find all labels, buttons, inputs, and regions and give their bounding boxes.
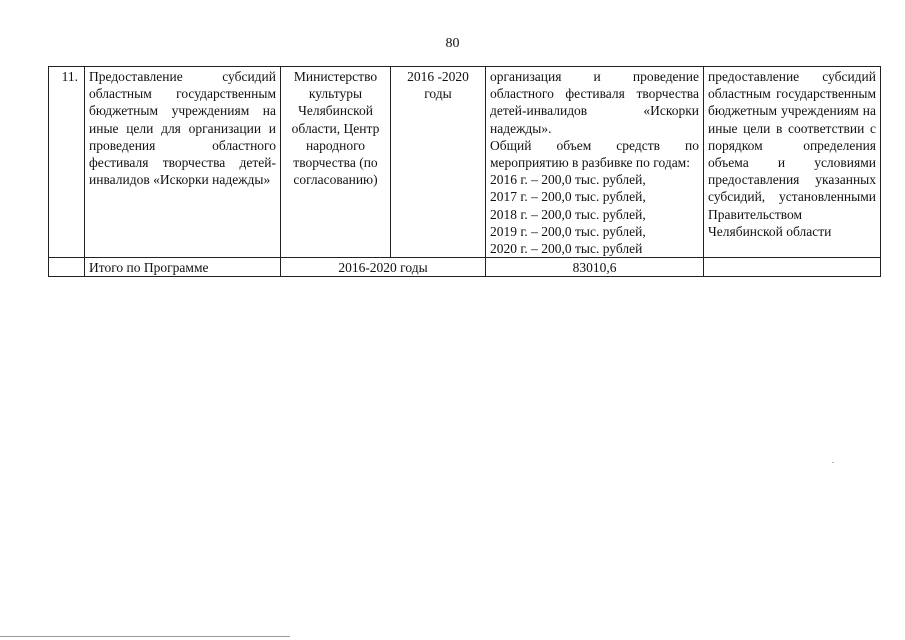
measure-description: Предоставление субсидий областным государственным бюджетным учреждениям на иные цели для организации и проведения областного фестиваля творчества детей-инвалидов «Искорки надежды»: [85, 67, 281, 258]
content-intro: организация и проведение областного фестиваля творчества детей-инвалидов «Искорки надежды».: [490, 69, 699, 136]
scan-artifact-dot: [832, 462, 834, 463]
funding-year-2018: 2018 г. – 200,0 тыс. рублей,: [490, 206, 646, 222]
executor: Министерство культуры Челябинской области, Центр народного творчества (по согласованию): [281, 67, 391, 258]
scan-artifact-line: [0, 636, 290, 637]
total-label: Итого по Программе: [85, 258, 281, 277]
content-volume: Общий объем средств по мероприятию в разбивке по годам:: [490, 137, 699, 171]
total-note-empty: [704, 258, 881, 277]
funding-year-2020: 2020 г. – 200,0 тыс. рублей: [490, 241, 643, 257]
funding-year-2016: 2016 г. – 200,0 тыс. рублей,: [490, 172, 646, 188]
mechanism-note: предоставление субсидий областным государственным бюджетным учреждениям на иные цели в соответствии с порядком определения объема и условиями предоставления указанных субсидий, установленными Правительством Челябинской области: [704, 67, 881, 258]
total-amount: 83010,6: [486, 258, 704, 277]
page-number: 80: [445, 36, 460, 51]
period: 2016 -2020 годы: [391, 67, 486, 258]
row-number: 11.: [49, 67, 85, 258]
table-row: [49, 67, 881, 258]
funding-year-2019: 2019 г. – 200,0 тыс. рублей,: [490, 223, 646, 239]
total-period: 2016-2020 годы: [281, 258, 486, 277]
funding-year-2017: 2017 г. – 200,0 тыс. рублей,: [490, 189, 646, 205]
measure-content: [486, 67, 704, 258]
total-empty-cell: [49, 258, 85, 277]
program-table: [48, 66, 881, 277]
total-row: [49, 258, 881, 277]
